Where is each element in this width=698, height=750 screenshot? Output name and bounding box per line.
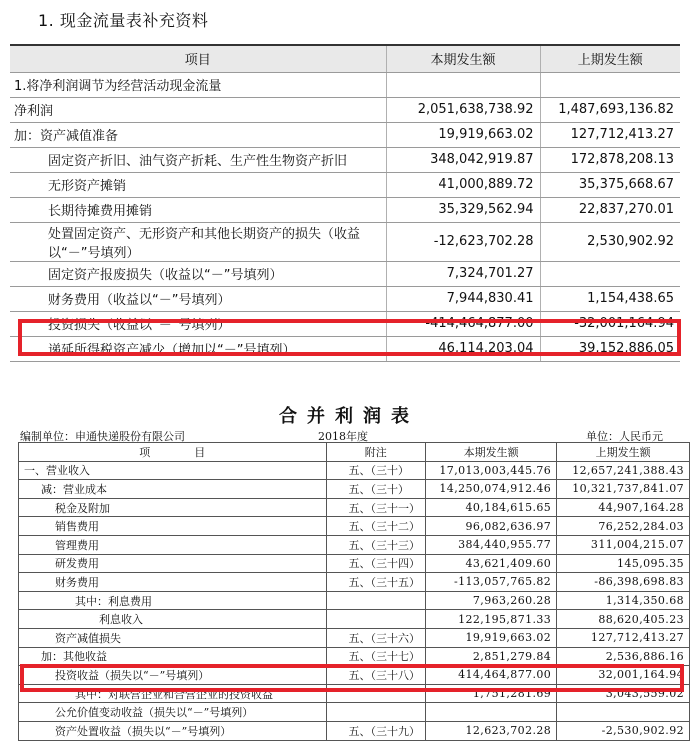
row-note: 五、（三十九） bbox=[326, 721, 426, 740]
income-statement-table bbox=[18, 442, 690, 741]
table-header-row bbox=[10, 45, 680, 72]
row-label: 无形资产摊销 bbox=[10, 172, 386, 197]
row-note: 五、（三十四） bbox=[326, 554, 426, 573]
row-note bbox=[326, 591, 426, 610]
row-label: 净利润 bbox=[10, 97, 386, 122]
statement-year: 2018年度 bbox=[318, 430, 368, 443]
table-row bbox=[10, 197, 680, 222]
row-current-value: 1,751,281.69 bbox=[426, 684, 557, 703]
row-label: 加：其他收益 bbox=[19, 647, 327, 666]
cash-flow-supplement-section bbox=[0, 0, 698, 370]
row-label: 利息收入 bbox=[19, 610, 327, 629]
row-previous-value: 22,837,270.01 bbox=[540, 197, 680, 222]
header-previous: 上期发生额 bbox=[540, 45, 680, 72]
row-previous-value: 2,530,902.92 bbox=[540, 222, 680, 261]
row-current-value: 7,324,701.27 bbox=[386, 261, 540, 286]
table-row bbox=[19, 591, 690, 610]
table-row bbox=[19, 703, 690, 722]
row-note: 五、（三十一） bbox=[326, 498, 426, 517]
table-row bbox=[10, 286, 680, 311]
row-previous-value: 1,314,350.68 bbox=[557, 591, 690, 610]
row-label: 税金及附加 bbox=[19, 498, 327, 517]
row-current-value bbox=[426, 703, 557, 722]
table-row bbox=[19, 498, 690, 517]
row-label: 管理费用 bbox=[19, 535, 327, 554]
row-current-value: 17,013,003,445.76 bbox=[426, 461, 557, 480]
table-row bbox=[10, 72, 680, 97]
table-row bbox=[10, 311, 680, 336]
table-row bbox=[19, 573, 690, 592]
header-note: 附注 bbox=[326, 443, 426, 462]
income-statement-section bbox=[0, 388, 698, 750]
row-previous-value: 127,712,413.27 bbox=[557, 628, 690, 647]
row-current-value: 19,919,663.02 bbox=[386, 122, 540, 147]
row-previous-value: 39,152,886.05 bbox=[540, 336, 680, 361]
row-current-value: 96,082,636.97 bbox=[426, 517, 557, 536]
table-row bbox=[19, 461, 690, 480]
row-previous-value: -32,001,164.94 bbox=[540, 311, 680, 336]
row-label: 递延所得税资产减少（增加以“－”号填列） bbox=[10, 336, 386, 361]
table-row bbox=[19, 610, 690, 629]
table-header-row bbox=[19, 443, 690, 462]
row-current-value: 414,464,877.00 bbox=[426, 666, 557, 685]
row-label: 投资收益（损失以“－”号填列） bbox=[19, 666, 327, 685]
row-note bbox=[326, 610, 426, 629]
section-heading: 1. 现金流量表补充资料 bbox=[38, 11, 209, 30]
table-row bbox=[10, 172, 680, 197]
row-label: 资产减值损失 bbox=[19, 628, 327, 647]
row-current-value: 7,963,260.28 bbox=[426, 591, 557, 610]
table-row bbox=[10, 336, 680, 361]
row-previous-value: 44,907,164.28 bbox=[557, 498, 690, 517]
row-note: 五、（三十二） bbox=[326, 517, 426, 536]
row-previous-value: 1,487,693,136.82 bbox=[540, 97, 680, 122]
row-current-value: 348,042,919.87 bbox=[386, 147, 540, 172]
row-previous-value bbox=[540, 261, 680, 286]
row-note: 五、（三十六） bbox=[326, 628, 426, 647]
row-label: 一、营业收入 bbox=[19, 461, 327, 480]
row-current-value: -12,623,702.28 bbox=[386, 222, 540, 261]
row-label: 其中：利息费用 bbox=[19, 591, 327, 610]
row-label: 减：营业成本 bbox=[19, 480, 327, 499]
row-previous-value: 145,095.35 bbox=[557, 554, 690, 573]
row-label: 销售费用 bbox=[19, 517, 327, 536]
row-note: 五、（三十） bbox=[326, 480, 426, 499]
row-note: 五、（三十八） bbox=[326, 666, 426, 685]
row-current-value: 35,329,562.94 bbox=[386, 197, 540, 222]
row-note bbox=[326, 703, 426, 722]
row-label: 公允价值变动收益（损失以“－”号填列） bbox=[19, 703, 327, 722]
header-item: 项 目 bbox=[19, 443, 327, 462]
table-row bbox=[10, 147, 680, 172]
row-previous-value: 3,043,559.02 bbox=[557, 684, 690, 703]
currency-unit: 单位：人民币元 bbox=[586, 430, 663, 443]
row-label: 其中：对联营企业和合营企业的投资收益 bbox=[19, 684, 327, 703]
row-previous-value bbox=[557, 703, 690, 722]
header-current: 本期发生额 bbox=[426, 443, 557, 462]
cash-flow-table bbox=[10, 44, 680, 362]
row-label: 研发费用 bbox=[19, 554, 327, 573]
table-row bbox=[19, 554, 690, 573]
row-previous-value: 127,712,413.27 bbox=[540, 122, 680, 147]
row-current-value bbox=[386, 72, 540, 97]
table-row bbox=[10, 122, 680, 147]
table-row bbox=[10, 261, 680, 286]
row-current-value: 46,114,203.04 bbox=[386, 336, 540, 361]
row-previous-value: 311,004,215.07 bbox=[557, 535, 690, 554]
row-current-value: 2,051,638,738.92 bbox=[386, 97, 540, 122]
row-label: 投资损失（收益以“－”号填列） bbox=[10, 311, 386, 336]
table-row bbox=[19, 684, 690, 703]
header-previous: 上期发生额 bbox=[557, 443, 690, 462]
table-row bbox=[19, 535, 690, 554]
row-current-value: 2,851,279.84 bbox=[426, 647, 557, 666]
row-previous-value: 32,001,164.94 bbox=[557, 666, 690, 685]
row-label: 固定资产报废损失（收益以“－”号填列） bbox=[10, 261, 386, 286]
table-row bbox=[19, 721, 690, 740]
row-current-value: 14,250,074,912.46 bbox=[426, 480, 557, 499]
row-previous-value: 172,878,208.13 bbox=[540, 147, 680, 172]
row-note bbox=[326, 684, 426, 703]
row-previous-value: 35,375,668.67 bbox=[540, 172, 680, 197]
row-current-value: 12,623,702.28 bbox=[426, 721, 557, 740]
row-label: 长期待摊费用摊销 bbox=[10, 197, 386, 222]
header-item: 项目 bbox=[10, 45, 386, 72]
table-row bbox=[19, 628, 690, 647]
header-current: 本期发生额 bbox=[386, 45, 540, 72]
table-row bbox=[19, 517, 690, 536]
row-note: 五、（三十） bbox=[326, 461, 426, 480]
row-current-value: 122,195,871.33 bbox=[426, 610, 557, 629]
row-current-value: 19,919,663.02 bbox=[426, 628, 557, 647]
statement-title: 合并利润表 bbox=[279, 406, 419, 427]
row-current-value: -113,057,765.82 bbox=[426, 573, 557, 592]
row-current-value: 43,621,409.60 bbox=[426, 554, 557, 573]
row-note: 五、（三十七） bbox=[326, 647, 426, 666]
row-label: 处置固定资产、无形资产和其他长期资产的损失（收益以“－”号填列） bbox=[10, 222, 386, 261]
row-current-value: 40,184,615.65 bbox=[426, 498, 557, 517]
row-label: 加：资产减值准备 bbox=[10, 122, 386, 147]
row-previous-value: 76,252,284.03 bbox=[557, 517, 690, 536]
row-previous-value: 10,321,737,841.07 bbox=[557, 480, 690, 499]
row-note: 五、（三十三） bbox=[326, 535, 426, 554]
row-current-value: 41,000,889.72 bbox=[386, 172, 540, 197]
row-current-value: 384,440,955.77 bbox=[426, 535, 557, 554]
table-row bbox=[19, 666, 690, 685]
row-previous-value: 88,620,405.23 bbox=[557, 610, 690, 629]
row-previous-value: 2,536,886.16 bbox=[557, 647, 690, 666]
row-note: 五、（三十五） bbox=[326, 573, 426, 592]
table-row bbox=[19, 480, 690, 499]
row-previous-value: -86,398,698.83 bbox=[557, 573, 690, 592]
table-row bbox=[10, 97, 680, 122]
row-previous-value: 1,154,438.65 bbox=[540, 286, 680, 311]
row-label: 财务费用 bbox=[19, 573, 327, 592]
row-previous-value: -2,530,902.92 bbox=[557, 721, 690, 740]
row-label: 资产处置收益（损失以“－”号填列） bbox=[19, 721, 327, 740]
table-row bbox=[19, 647, 690, 666]
company-name: 编制单位：申通快递股份有限公司 bbox=[20, 430, 185, 443]
row-current-value: -414,464,877.00 bbox=[386, 311, 540, 336]
row-previous-value: 12,657,241,388.43 bbox=[557, 461, 690, 480]
row-label: 固定资产折旧、油气资产折耗、生产性生物资产折旧 bbox=[10, 147, 386, 172]
table-row bbox=[10, 222, 680, 261]
row-label: 财务费用（收益以“－”号填列） bbox=[10, 286, 386, 311]
row-previous-value bbox=[540, 72, 680, 97]
row-label: 1.将净利润调节为经营活动现金流量 bbox=[10, 72, 386, 97]
row-current-value: 7,944,830.41 bbox=[386, 286, 540, 311]
